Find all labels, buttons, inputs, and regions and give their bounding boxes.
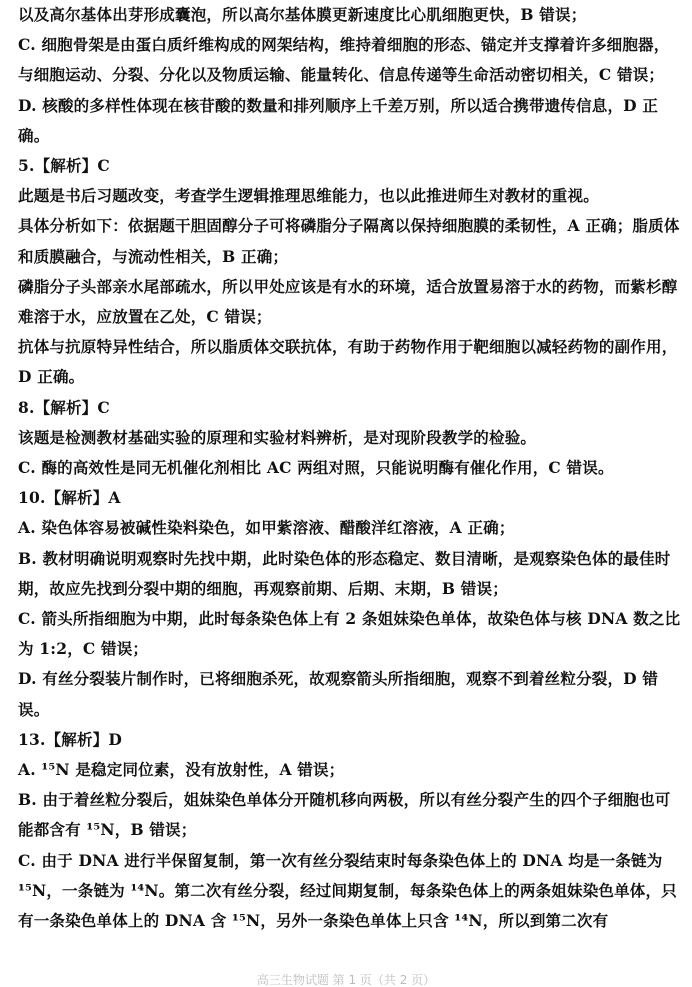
q5-option-c: 磷脂分子头部亲水尾部疏水，所以甲处应该是有水的环境，适合放置易溶于水的药物，而紫杉醇难溶于水，应放置在乙处，C 错误； <box>18 276 678 327</box>
q13-heading: 13.【解析】D <box>18 729 123 749</box>
q10-option-a: A. 染色体容易被碱性染料染色，如甲紫溶液、醋酸洋红溶液，A 正确； <box>18 518 515 538</box>
q8-heading: 8.【解析】C <box>18 397 110 417</box>
q10-option-d: D. 有丝分裂装片制作时，已将细胞杀死，故观察箭头所指细胞，观察不到着丝粒分裂，D 错误。 <box>18 669 659 719</box>
q4-option-c: C. 细胞骨架是由蛋白质纤维构成的网架结构，维持着细胞的形态、锚定并支撑着许多细胞器，与细胞运动、分裂、分化以及物质运输、能量转化、信息传递等生命活动密切相关，C 错误； <box>18 35 670 85</box>
q8-intro: 该题是检测教材基础实验的原理和实验材料辨析，是对现阶段教学的检验。 <box>18 427 537 447</box>
q5-intro: 此题是书后习题改变，考查学生逻辑推理思维能力，也以此推进师生对教材的重视。 <box>18 186 599 206</box>
q4-option-b-tail: 以及高尔基体出芽形成囊泡，所以高尔基体膜更新速度比心肌细胞更快，B 错误； <box>18 5 587 24</box>
q5-option-d: 抗体与抗原特异性结合，所以脂质体交联抗体，有助于药物作用于靶细胞以减轻药物的副作用，D 正确。 <box>18 337 678 387</box>
q10-option-c: C. 箭头所指细胞为中期，此时每条染色体上有 2 条姐妹染色单体，故染色体与核 DNA 数之比为 1:2，C 错误； <box>18 609 681 659</box>
q8-option-c: C. 酶的高效性是同无机催化剂相比 AC 两组对照，只能说明酶有催化作用，C 错误。 <box>18 458 614 478</box>
q10-option-b: B. 教材明确说明观察时先找中期，此时染色体的形态稳定、数目清晰，是观察染色体的最佳时期，故应先找到分裂中期的细胞，再观察前期、后期、末期，B 错误； <box>18 548 671 598</box>
q13-option-a: A. ¹⁵N 是稳定同位素，没有放射性，A 错误； <box>18 760 345 780</box>
q13-option-c: C. 由于 DNA 进行半保留复制，第一次有丝分裂结束时每条染色体上的 DNA 均是一条链为 ¹⁵N，一条链为 ¹⁴N。第二次有丝分裂，经过间期复制，每条染色体上的两条姐妹染色单体，只有一条染色单体上的 DNA 含 ¹⁵N，另外一条染色单体上只含 ¹⁴N，所以到第二次有 <box>18 850 677 931</box>
q13-option-b: B. 由于着丝粒分裂后，姐妹染色单体分开随机移向两极，所以有丝分裂产生的四个子细胞也可能都含有 ¹⁵N，B 错误； <box>18 790 671 840</box>
q10-heading: 10.【解析】A <box>18 488 121 508</box>
q4-option-d: D. 核酸的多样性体现在核苷酸的数量和排列顺序上千差万别，所以适合携带遗传信息，D 正确。 <box>18 95 659 145</box>
q5-heading: 5.【解析】C <box>18 156 110 176</box>
answer-document <box>18 0 682 936</box>
page-footer: 高三生物试题 第 1 页（共 2 页） <box>256 973 436 987</box>
q5-analysis: 具体分析如下：依据题干胆固醇分子可将磷脂分子隔离以保持细胞膜的柔韧性，A 正确；脂质体和质膜融合，与流动性相关，B 正确； <box>18 216 680 266</box>
